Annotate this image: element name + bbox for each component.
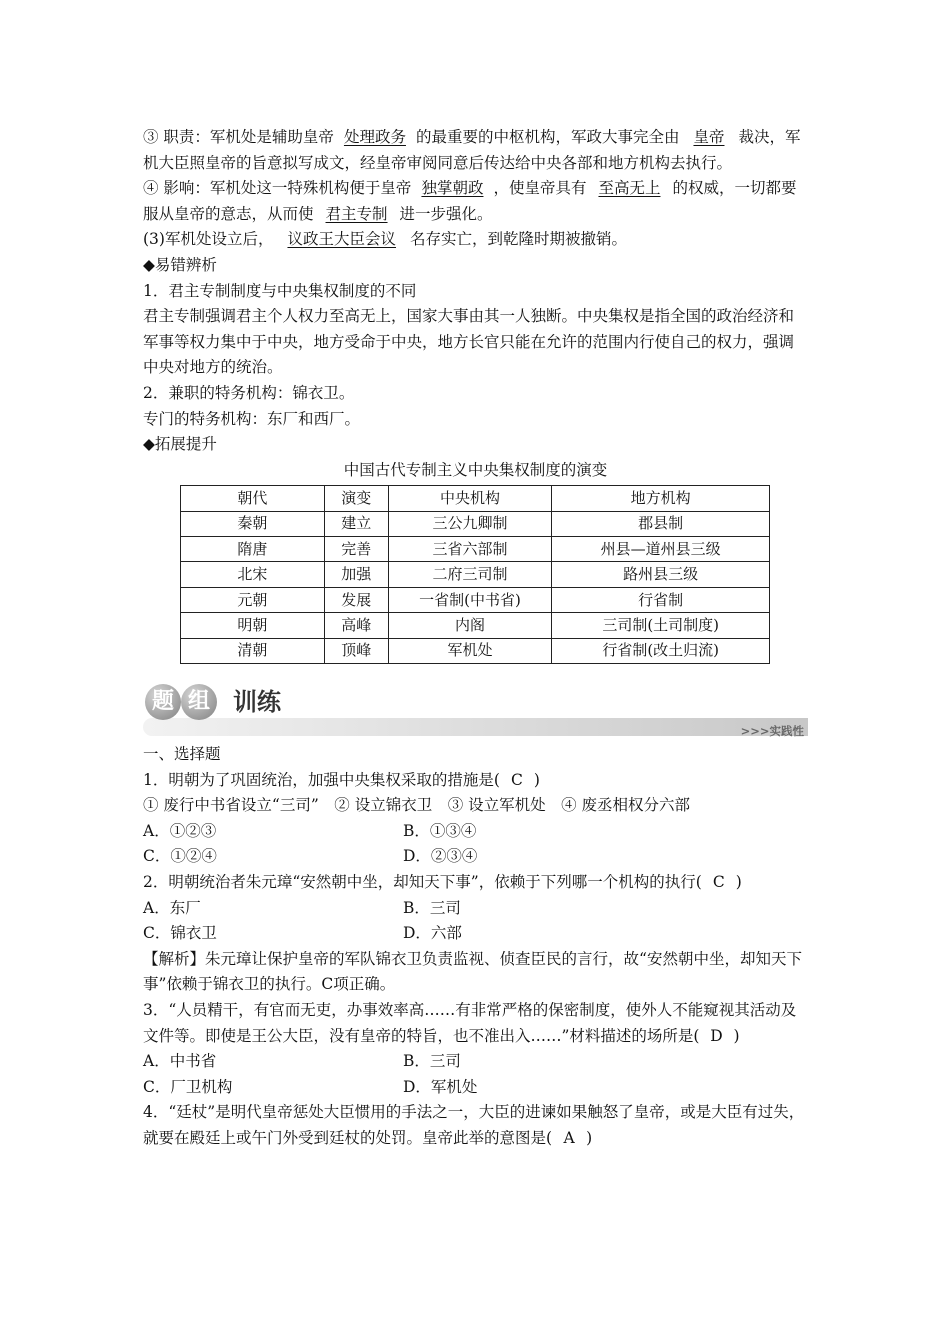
table-cell: 三司制(土司制度) (552, 613, 770, 638)
option-row (143, 844, 808, 870)
section-title: 一、选择题 (143, 745, 221, 764)
error-analysis-heading: ◆易错辨析 (143, 255, 217, 274)
option: B．①③④ (403, 821, 477, 840)
table-cell: 路州县三级 (552, 562, 770, 587)
option: A．中书省 (143, 1052, 217, 1071)
analysis-item-text: 君主专制强调君主个人权力至高无上，国家大事由其一人独断。中央集权是指全国的政治经济和军事等权力集中于中央，地方受命于中央，地方长官只能在允许的范围内行使自己的权力，强调中央对地方的统治。 (143, 307, 795, 377)
table-cell: 郡县制 (552, 511, 770, 536)
table-cell: 秦朝 (181, 511, 325, 536)
table-cell: 完善 (324, 537, 388, 562)
table-cell: 顶峰 (324, 638, 388, 663)
table-cell: 三公九卿制 (388, 511, 552, 536)
table-row (181, 511, 770, 536)
table-header-cell: 地方机构 (552, 486, 770, 511)
analysis-label: 【解析】 (143, 949, 206, 968)
analysis-item-text: 专门的特务机构：东厂和西厂。 (143, 409, 361, 428)
question-4-stem: 4．“廷杖”是明代皇帝惩处大臣惯用的手法之一，大臣的进谏如果触怒了皇帝，或是大臣有过失，就要在殿廷上或午门外受到廷杖的处罚。皇帝此举的意图是( A ) (143, 1100, 808, 1151)
question-1-items: ① 废行中书省设立“三司” ② 设立锦衣卫 ③ 设立军机处 ④ 废丞相权分六部 (143, 796, 691, 815)
table-header-cell: 朝代 (181, 486, 325, 511)
analysis-item-title: 2．兼职的特务机构：锦衣卫。 (143, 383, 355, 402)
fill-blank-answer: 独掌朝政 (421, 179, 484, 198)
table-cell: 一省制(中书省) (388, 587, 552, 612)
table-cell: 行省制 (552, 587, 770, 612)
extension-heading: ◆拓展提升 (143, 435, 217, 454)
table-header-cell: 演变 (324, 486, 388, 511)
option-row (143, 896, 808, 922)
table-cell: 元朝 (181, 587, 325, 612)
evolution-table (180, 485, 770, 664)
practice-banner (143, 680, 808, 742)
question-2-analysis: 【解析】朱元璋让保护皇帝的军队锦衣卫负责监视、侦查臣民的言行，故“安然朝中坐，却知天下事”依赖于锦衣卫的执行。C项正确。 (143, 949, 802, 994)
answer-letter: A (563, 1128, 575, 1147)
table-title: 中国古代专制主义中央集权制度的演变 (343, 460, 608, 479)
banner-bar (143, 718, 808, 736)
table-row (181, 537, 770, 562)
table-cell: 隋唐 (181, 537, 325, 562)
option: D．②③④ (403, 847, 478, 866)
option: A．①②③ (143, 821, 217, 840)
table-row (181, 638, 770, 663)
option: A．东厂 (143, 898, 201, 917)
table-cell: 军机处 (388, 638, 552, 663)
after-paragraph: (3)军机处设立后， 议政王大臣会议 名存实亡，到乾隆时期被撤销。 (143, 227, 808, 253)
answer-letter: D (710, 1026, 723, 1045)
banner-bubble: 组 (181, 684, 217, 720)
option: B．三司 (403, 898, 461, 917)
table-row (181, 613, 770, 638)
table-cell: 清朝 (181, 638, 325, 663)
fill-blank-answer: 议政王大臣会议 (287, 230, 396, 249)
table-cell: 州县—道州县三级 (552, 537, 770, 562)
fill-blank-answer: 处理政务 (343, 128, 406, 146)
table-cell: 北宋 (181, 562, 325, 587)
banner-tag: >>>实践性 (740, 724, 804, 739)
table-cell: 明朝 (181, 613, 325, 638)
table-cell: 行省制(改土归流) (552, 638, 770, 663)
table-cell: 三省六部制 (388, 537, 552, 562)
answer-letter: C (712, 873, 725, 892)
fill-blank-answer: 皇帝 (693, 128, 725, 146)
analysis-item-title: 1．君主专制制度与中央集权制度的不同 (143, 281, 417, 300)
option: D．军机处 (403, 1077, 478, 1096)
option-row (143, 1075, 808, 1101)
option: C．①②④ (143, 847, 217, 866)
table-cell: 高峰 (324, 613, 388, 638)
answer-letter: C (510, 770, 523, 789)
table-cell: 建立 (324, 511, 388, 536)
effect-paragraph: ④ 影响：军机处这一特殊机构便于皇帝 独掌朝政 ，使皇帝具有 至高无上 的权威，一切都要服从皇帝的意志，从而使 君主专制 进一步强化。 (143, 176, 808, 227)
fill-blank-answer: 至高无上 (598, 179, 661, 198)
table-header-row (181, 486, 770, 511)
banner-title: 训练 (233, 688, 281, 717)
question-1-stem: 1．明朝为了巩固统治，加强中央集权采取的措施是( C ) (143, 768, 808, 794)
table-cell: 加强 (324, 562, 388, 587)
option: B．三司 (403, 1052, 461, 1071)
option: C．厂卫机构 (143, 1077, 233, 1096)
table-cell: 内阁 (388, 613, 552, 638)
option: D．六部 (403, 924, 462, 943)
banner-bubble: 题 (145, 684, 181, 720)
fill-blank-answer: 君主专制 (325, 204, 388, 223)
table-row (181, 587, 770, 612)
option: C．锦衣卫 (143, 924, 217, 943)
duty-paragraph: ③ 职责：军机处是辅助皇帝 处理政务 的最重要的中枢机构，军政大事完全由 皇帝 裁决，军机大臣照皇帝的旨意拟写成文，经皇帝审阅同意后传达给中央各部和地方机构去执行。 (143, 125, 808, 176)
option-row (143, 921, 808, 947)
option-row (143, 1049, 808, 1075)
question-2-stem: 2．明朝统治者朱元璋“安然朝中坐，却知天下事”，依赖于下列哪一个机构的执行( C ) (143, 870, 808, 896)
table-cell: 二府三司制 (388, 562, 552, 587)
table-cell: 发展 (324, 587, 388, 612)
question-3-stem: 3．“人员精干，有官而无吏，办事效率高……有非常严格的保密制度，使外人不能窥视其活动及文件等。即使是王公大臣，没有皇帝的特旨，也不准出入……”材料描述的场所是( D ) (143, 998, 808, 1049)
table-row (181, 562, 770, 587)
document-page (143, 125, 808, 1152)
table-header-cell: 中央机构 (388, 486, 552, 511)
option-row (143, 819, 808, 845)
